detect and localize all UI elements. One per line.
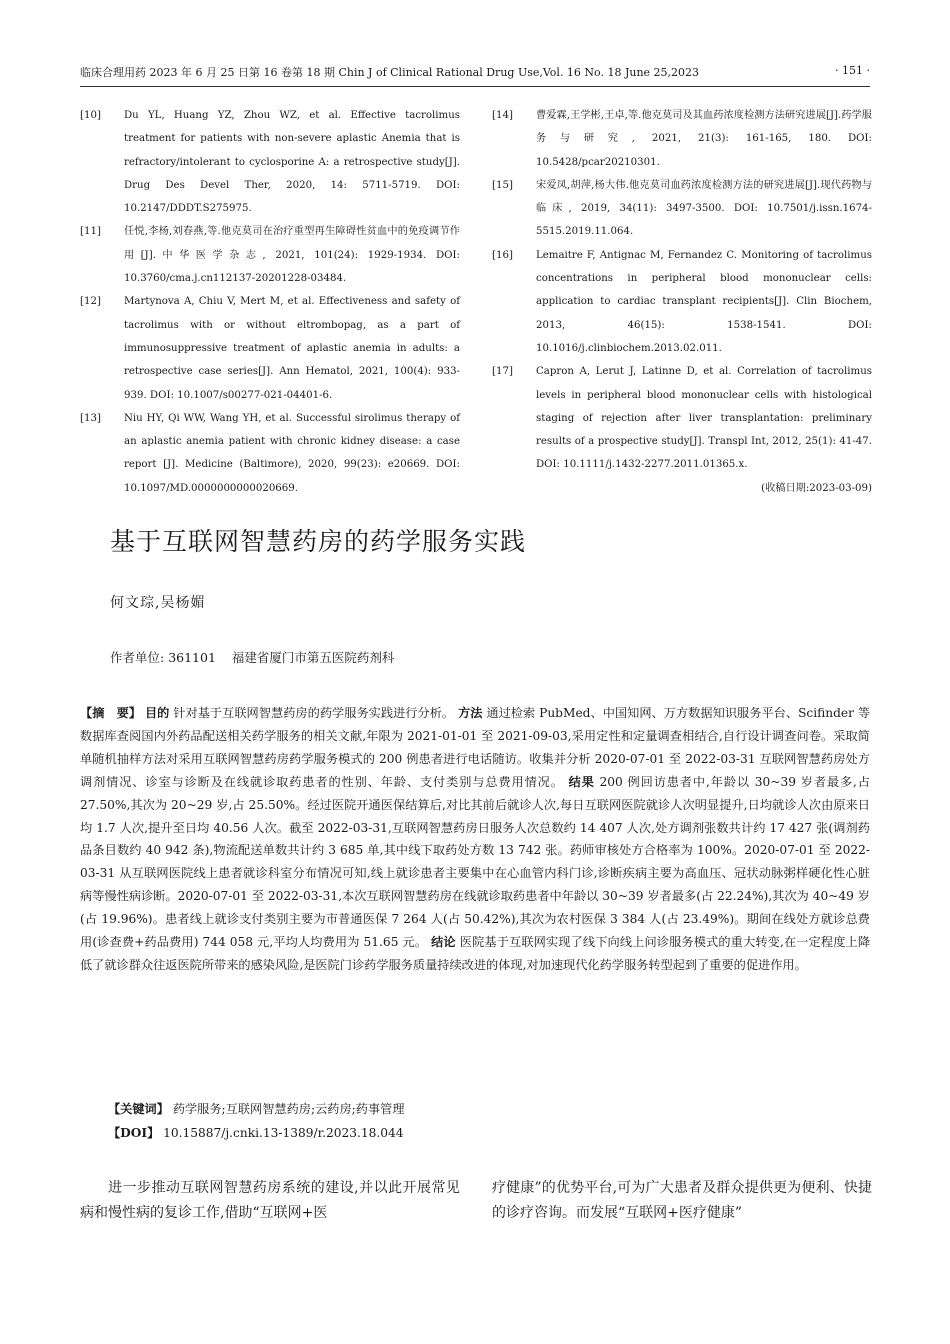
reference-number: [15] [492, 179, 513, 191]
results-text: 200 例回访患者中,年龄以 30~39 岁者最多,占 27.50%,其次为 20~29 岁,占 25.50%。经过医院开通医保结算后,对比其前后就诊人次,每日互联网医院就诊人次明显提升,日均就诊人次由原来日均 1.7 人次,提升至日均 40.56 人次。截至 2022-03-31,互联网智慧药房日服务人次总数约 14 407 人次,处方调剂张数共计约 17 427 张(调剂药品条目数约 40 942 条),物流配送单数共计约 3 685 单,其中线下取药处方数 13 742 张。药师审核处方合格率为 100%。2020-07-01 至 2022-03-31 从互联网医院线上患者就诊科室分布情况可知,线上就诊患者主要集中在心血管内科门诊,诊断疾病主要为高血压、冠状动脉粥样硬化性心脏病等慢性病诊断。2020-07-01 至 2022-03-31,本次互联网智慧药房在线就诊取药患者中年龄以 30~39 岁者最多(占 22.24%),其次为 40~49 岁(占 19.96%)。患者线上就诊支付类别主要为市普通医保 7 264 人(占 50.42%),其次为农村医保 3 384 人(占 23.49%)。期间在线处方就诊总费用(诊查费+药品费用) 744 058 元,平均人均费用为 51.65 元。 [80, 774, 870, 950]
reference-text: 曹爱霖,王学彬,王卓,等.他克莫司及其血药浓度检测方法研究进展[J].药学服务与研究, 2021, 21(3): 161-165, 180. DOI: 10.5428/pcar20210301. [536, 110, 872, 168]
reference-item [80, 220, 460, 290]
reference-text: 任悦,李杨,刘春燕,等.他克莫司在治疗重型再生障碍性贫血中的免疫调节作用[J].中华医学杂志, 2021, 101(24): 1929-1934. DOI: 10.3760/cma.j.cn112137-20201228-03484. [124, 226, 460, 285]
article-title: 基于互联网智慧药房的药学服务实践 [110, 527, 527, 556]
body-text-right-column: 疗健康”的优势平台,可为广大患者及群众提供更为便利、快捷的诊疗咨询。而发展“互联网+医疗健康” [492, 1180, 872, 1221]
reference-text: Du YL, Huang YZ, Zhou WZ, et al. Effective tacrolimus treatment for patients with non-severe aplastic Anemia that is refractory/intolerant to cyclosporine A: a retrospective study[J]. Drug Des Devel Ther, 2020, 14: 5711-5719. DOI: 10.2147/DDDT.S275975. [124, 110, 460, 215]
abstract [80, 702, 870, 977]
objective-label: 目的 [144, 706, 170, 720]
doi-text: 10.15887/j.cnki.13-1389/r.2023.18.044 [163, 1126, 404, 1140]
results-label: 结果 [568, 774, 595, 789]
reference-number: [13] [80, 412, 101, 424]
reference-item [492, 104, 872, 174]
reference-number: [17] [492, 366, 513, 378]
reference-text: Capron A, Lerut J, Latinne D, et al. Correlation of tacrolimus levels in peripheral blood mononuclear cells with histological staging of rejection after liver transplantation: preliminary results of a prospective study[J]. Transpl Int, 2012, 25(1): 41-47. DOI: 10.1111/j.1432-2277.2011.01365.x. [536, 366, 872, 471]
body-text-left-column: 进一步推动互联网智慧药房系统的建设,并以此开展常见病和慢性病的复诊工作,借助“互联网+医 [80, 1180, 460, 1221]
reference-number: [11] [80, 226, 101, 238]
keywords [108, 1100, 405, 1117]
methods-text: 通过检索 PubMed、中国知网、万方数据知识服务平台、Scifinder 等数据库查阅国内外药品配送相关药学服务的相关文献,年限为 2021-01-01 至 2021-09-03,采用定性和定量调查相结合,自行设计调查问卷。采取简单随机抽样方法对采用互联网智慧药房药学服务模式的 200 例患者进行电话随访。收集并分析 2020-07-01 至 2022-03-31 互联网智慧药房处方调剂情况、诊室与诊断及在线就诊取药患者的性别、年龄、支付类别与总费用情况。 [80, 706, 871, 789]
conclusion-label: 结论 [431, 935, 456, 950]
abstract-label: 【摘 要】 [80, 706, 142, 720]
reference-item [80, 290, 460, 406]
received-date: (收稿日期:2023-03-09) [761, 482, 872, 494]
reference-text: Niu HY, Qi WW, Wang YH, et al. Successful sirolimus therapy of an aplastic anemia patient with chronic kidney disease: a case report [J]. Medicine (Baltimore), 2020, 99(23): e20669. DOI: 10.1097/MD.0000000000020669. [124, 412, 460, 494]
reference-item [492, 360, 872, 476]
reference-text: Lemaitre F, Antignac M, Fernandez C. Monitoring of tacrolimus concentrations in peripheral blood mononuclear cells: application to cardiac transplant recipients[J]. Clin Biochem, 2013, 46(15): 1538-1541. DOI: 10.1016/j.clinbiochem.2013.02.011. [536, 249, 872, 354]
reference-number: [16] [492, 249, 513, 261]
reference-number: [12] [80, 296, 101, 308]
keywords-text: 药学服务;互联网智慧药房;云药房;药事管理 [172, 1102, 405, 1116]
reference-text: Martynova A, Chiu V, Mert M, et al. Effectiveness and safety of tacrolimus with or without eltrombopag, as a part of immunosuppressive treatment of aplastic anemia in adults: a retrospective case series[J]. Ann Hematol, 2021, 100(4): 933-939. DOI: 10.1007/s00277-021-04401-6. [124, 296, 460, 401]
header-divider [80, 86, 870, 87]
methods-label: 方法 [458, 706, 483, 720]
doi-label: 【DOI】 [108, 1126, 160, 1140]
reference-number: [10] [80, 110, 101, 121]
journal-citation-header: 临床合理用药 2023 年 6 月 25 日第 16 卷第 18 期 Chin J of Clinical Rational Drug Use,Vol. 16 No. 18 June 25,2023 [80, 66, 700, 79]
objective-text: 针对基于互联网智慧药房的药学服务实践进行分析。 [173, 706, 455, 720]
conclusion-text: 医院基于互联网实现了线下向线上问诊服务模式的重大转变,在一定程度上降低了就诊群众往返医院所带来的感染风险,是医院门诊药学服务质量持续改进的体现,对加速现代化药学服务转型起到了重要的促进作用。 [80, 935, 871, 972]
affiliation-postcode: 361101 [168, 650, 216, 665]
author-affiliation [110, 648, 394, 666]
affiliation-name: 福建省厦门市第五医院药剂科 [231, 650, 395, 665]
reference-text: 宋爱凤,胡萍,杨大伟.他克莫司血药浓度检测方法的研究进展[J].现代药物与临床, 2019, 34(11): 3497-3500. DOI: 10.7501/j.issn.1674-5515.2019.11.064. [536, 179, 872, 238]
reference-number: [14] [492, 110, 513, 121]
reference-item [80, 407, 460, 500]
page-number: · 151 · [835, 64, 870, 77]
reference-item [80, 104, 460, 220]
affiliation-label: 作者单位: [110, 650, 165, 665]
article-authors: 何文琮,吴杨媚 [110, 595, 206, 611]
running-header [80, 64, 870, 84]
references-left-column [80, 104, 460, 500]
reference-item [492, 244, 872, 360]
reference-item [492, 174, 872, 244]
doi [108, 1124, 404, 1141]
references-right-column [492, 104, 872, 500]
keywords-label: 【关键词】 [108, 1102, 169, 1116]
